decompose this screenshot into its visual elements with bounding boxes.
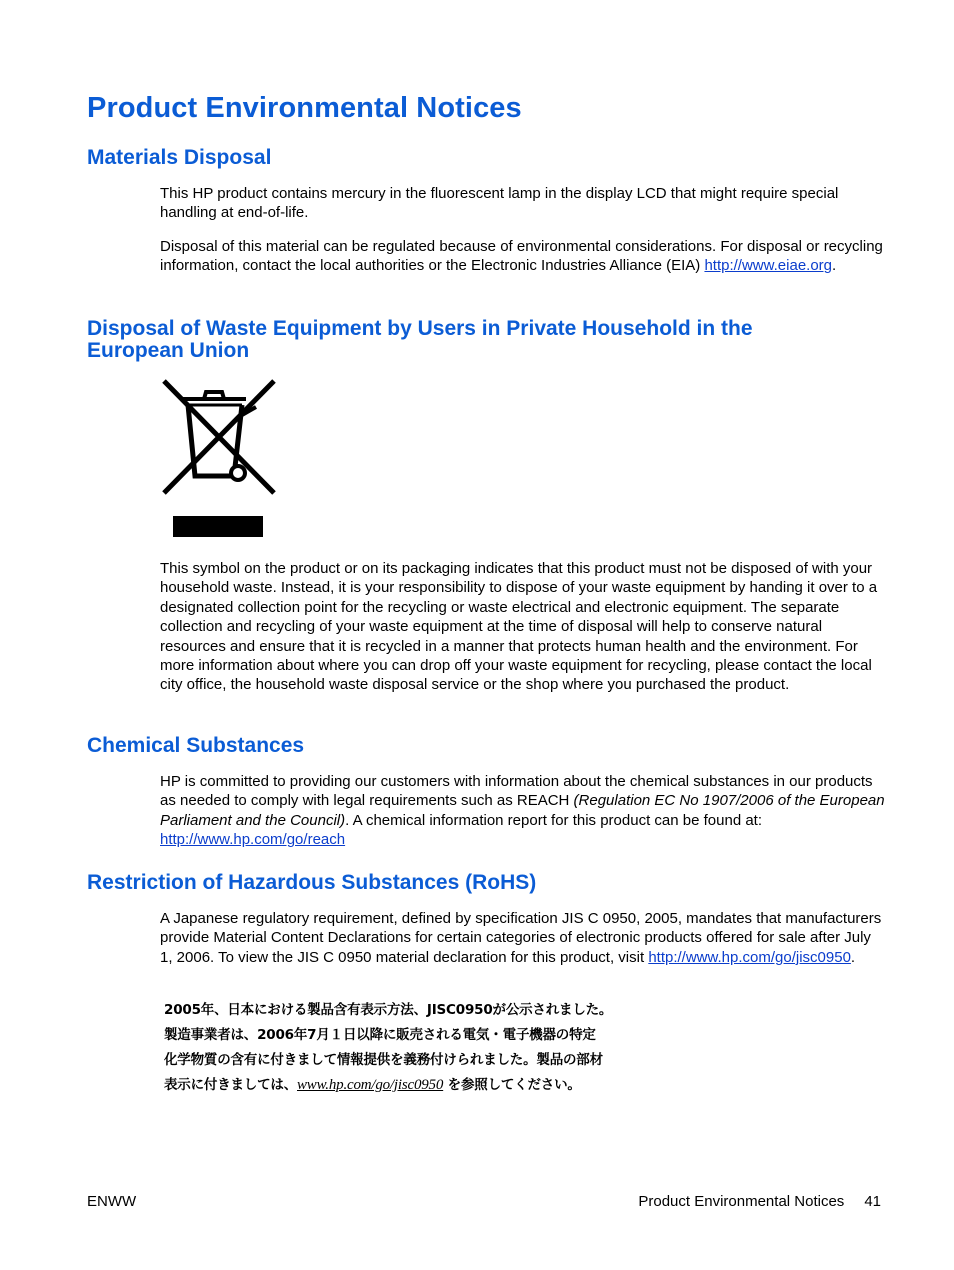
- materials-paragraph-2-text: Disposal of this material can be regulated because of environmental considerations. For disposal or recycling information, contact the local authorities or the Electronic Industries Alliance (EIA): [160, 238, 883, 275]
- reach-link[interactable]: http://www.hp.com/go/reach: [160, 831, 346, 849]
- page-number: 41: [864, 1193, 881, 1210]
- rohs-paragraph-end: .: [850, 948, 856, 966]
- weee-heading: [87, 318, 753, 362]
- jisc0950-link[interactable]: http://www.hp.com/go/jisc0950: [648, 948, 851, 966]
- japanese-line-4-text-b: を参照してください。: [443, 1077, 581, 1093]
- japanese-line-3: 化学物質の含有に付きまして情報提供を義務付けられました。製品の部材: [164, 1052, 603, 1068]
- footer-enww: ENWW: [87, 1193, 137, 1210]
- rohs-heading: Restriction of Hazardous Substances (RoHS): [87, 871, 537, 894]
- chemical-paragraph: [160, 772, 885, 850]
- japanese-line-4-text-a: 表示に付きましては、: [164, 1077, 297, 1093]
- eiae-link[interactable]: http://www.eiae.org: [704, 257, 833, 275]
- footer-section: [638, 1193, 881, 1210]
- reach-regulation-reference: (Regulation EC No 1907/2006 of the European Parliament and the Council): [160, 792, 885, 829]
- materials-paragraph-1: This HP product contains mercury in the fluorescent lamp in the display LCD that might require special handling at end-of-life.: [160, 185, 839, 222]
- japanese-line-1: 2005年、日本における製品含有表示方法、JISC0950が公示されました。: [164, 1002, 613, 1018]
- materials-paragraph-2-end: .: [832, 257, 837, 275]
- japanese-jisc-url: www.hp.com/go/jisc0950: [297, 1077, 444, 1093]
- chemical-paragraph-text-2: . A chemical information report for this product can be found at:: [345, 811, 763, 829]
- rohs-paragraph-text: A Japanese regulatory requirement, defined by specification JIS C 0950, 2005, mandates that manufacturers provide Material Content Declarations for certain categories of electronic products offered for sale after July 1, 2006. To view the JIS C 0950 material declaration for this product, visit: [160, 910, 882, 966]
- crossed-out-wheelie-bin-icon: [160, 377, 278, 539]
- chemical-substances-heading: Chemical Substances: [87, 734, 305, 757]
- materials-disposal-heading: Materials Disposal: [87, 146, 272, 169]
- page-title: Product Environmental Notices: [87, 92, 522, 124]
- weee-heading-line-2: European Union: [87, 339, 250, 362]
- weee-paragraph: This symbol on the product or on its packaging indicates that this product must not be disposed of with your household waste. Instead, it is your responsibility to dispose of your waste equipment by handing it over to a designated collection point for the recycling or waste electrical and electronic equipment. The separate collection and recycling of your waste equipment at the time of disposal will help to conserve natural resources and ensure that it is recycled in a manner that protects human health and the environment. For more information about where you can drop off your waste equipment for recycling, please contact the local city office, the household waste disposal service or the shop where you purchased the product.: [160, 560, 878, 694]
- materials-paragraph-2: [160, 237, 885, 276]
- japanese-line-4: [164, 1073, 634, 1098]
- weee-heading-line-1: Disposal of Waste Equipment by Users in Private Household in the: [87, 317, 753, 340]
- japanese-declaration-image: [164, 998, 634, 1098]
- footer-section-title: Product Environmental Notices: [638, 1193, 845, 1210]
- rohs-paragraph: [160, 909, 885, 967]
- japanese-line-2: 製造事業者は、2006年7月１日以降に販売される電気・電子機器の特定: [164, 1027, 596, 1043]
- chemical-paragraph-text-1: HP is committed to providing our customers with information about the chemical substances in our products as needed to comply with legal requirements such as REACH: [160, 773, 873, 810]
